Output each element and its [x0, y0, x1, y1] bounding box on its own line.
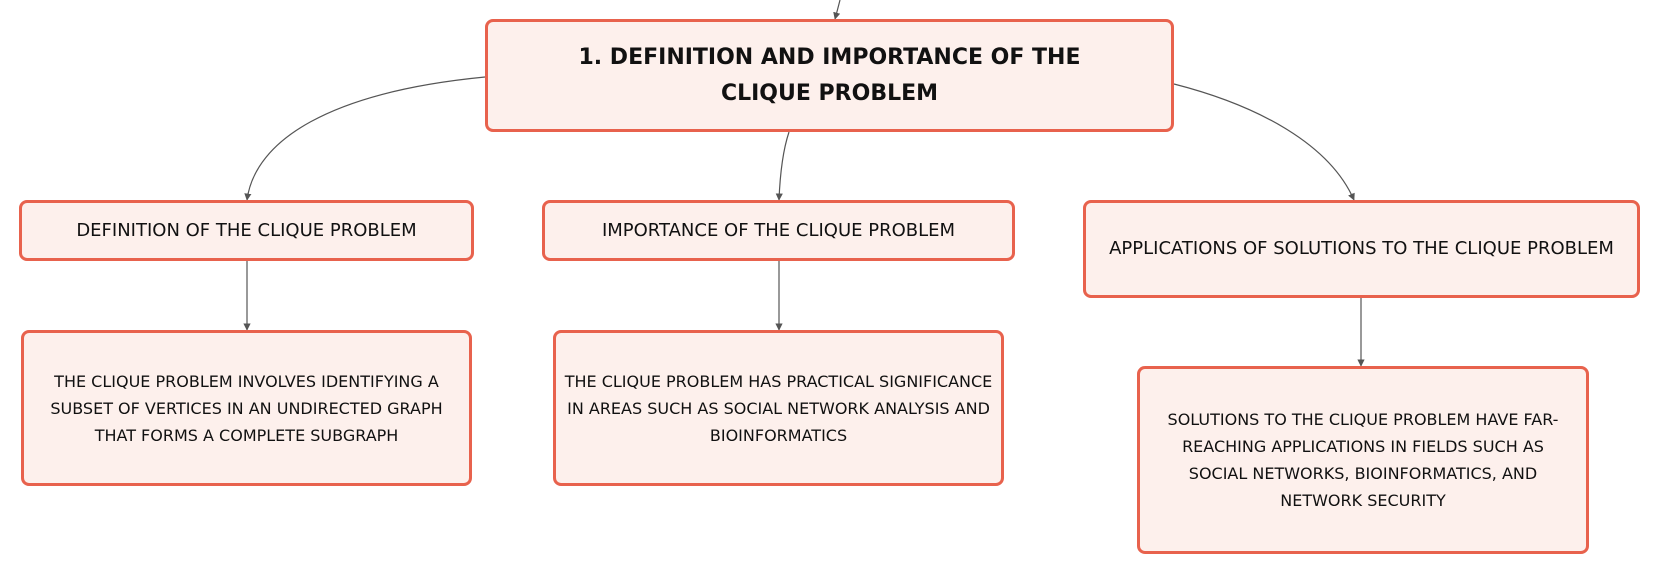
- connector-root-to-applications: [1174, 84, 1354, 200]
- topic-label-importance: IMPORTANCE OF THE CLIQUE PROBLEM: [601, 219, 956, 241]
- topic-node-importance[interactable]: [542, 200, 1015, 261]
- topic-label-definition: DEFINITION OF THE CLIQUE PROBLEM: [76, 219, 417, 241]
- topic-label-applications: APPLICATIONS OF SOLUTIONS TO THE CLIQUE PROBLEM: [1109, 238, 1614, 259]
- connector-parent-to-root: [835, 0, 840, 19]
- detail-node-definition[interactable]: [21, 330, 472, 486]
- root-topic-title: 1. DEFINITION AND IMPORTANCE OF THE CLIQUE PROBLEM: [578, 44, 1081, 106]
- detail-text-applications: SOLUTIONS TO THE CLIQUE PROBLEM HAVE FAR-REACHING APPLICATIONS IN FIELDS SUCH AS SOCIAL NETWORKS, BIOINFORMATICS, AND NETWORK SECURITY: [1167, 410, 1559, 510]
- connector-root-to-definition: [247, 77, 485, 200]
- detail-text-importance: THE CLIQUE PROBLEM HAS PRACTICAL SIGNIFICANCE IN AREAS SUCH AS SOCIAL NETWORK ANALYSIS AND BIOINFORMATICS: [564, 371, 993, 445]
- detail-text-definition: THE CLIQUE PROBLEM INVOLVES IDENTIFYING A SUBSET OF VERTICES IN AN UNDIRECTED GRAPH THAT FORMS A COMPLETE SUBGRAPH: [50, 371, 443, 445]
- topic-node-applications[interactable]: [1083, 200, 1640, 298]
- connector-root-to-importance: [779, 132, 789, 200]
- topic-node-definition[interactable]: [19, 200, 474, 261]
- root-topic-node[interactable]: [485, 19, 1174, 132]
- detail-node-importance[interactable]: [553, 330, 1004, 486]
- detail-node-applications[interactable]: [1137, 366, 1589, 554]
